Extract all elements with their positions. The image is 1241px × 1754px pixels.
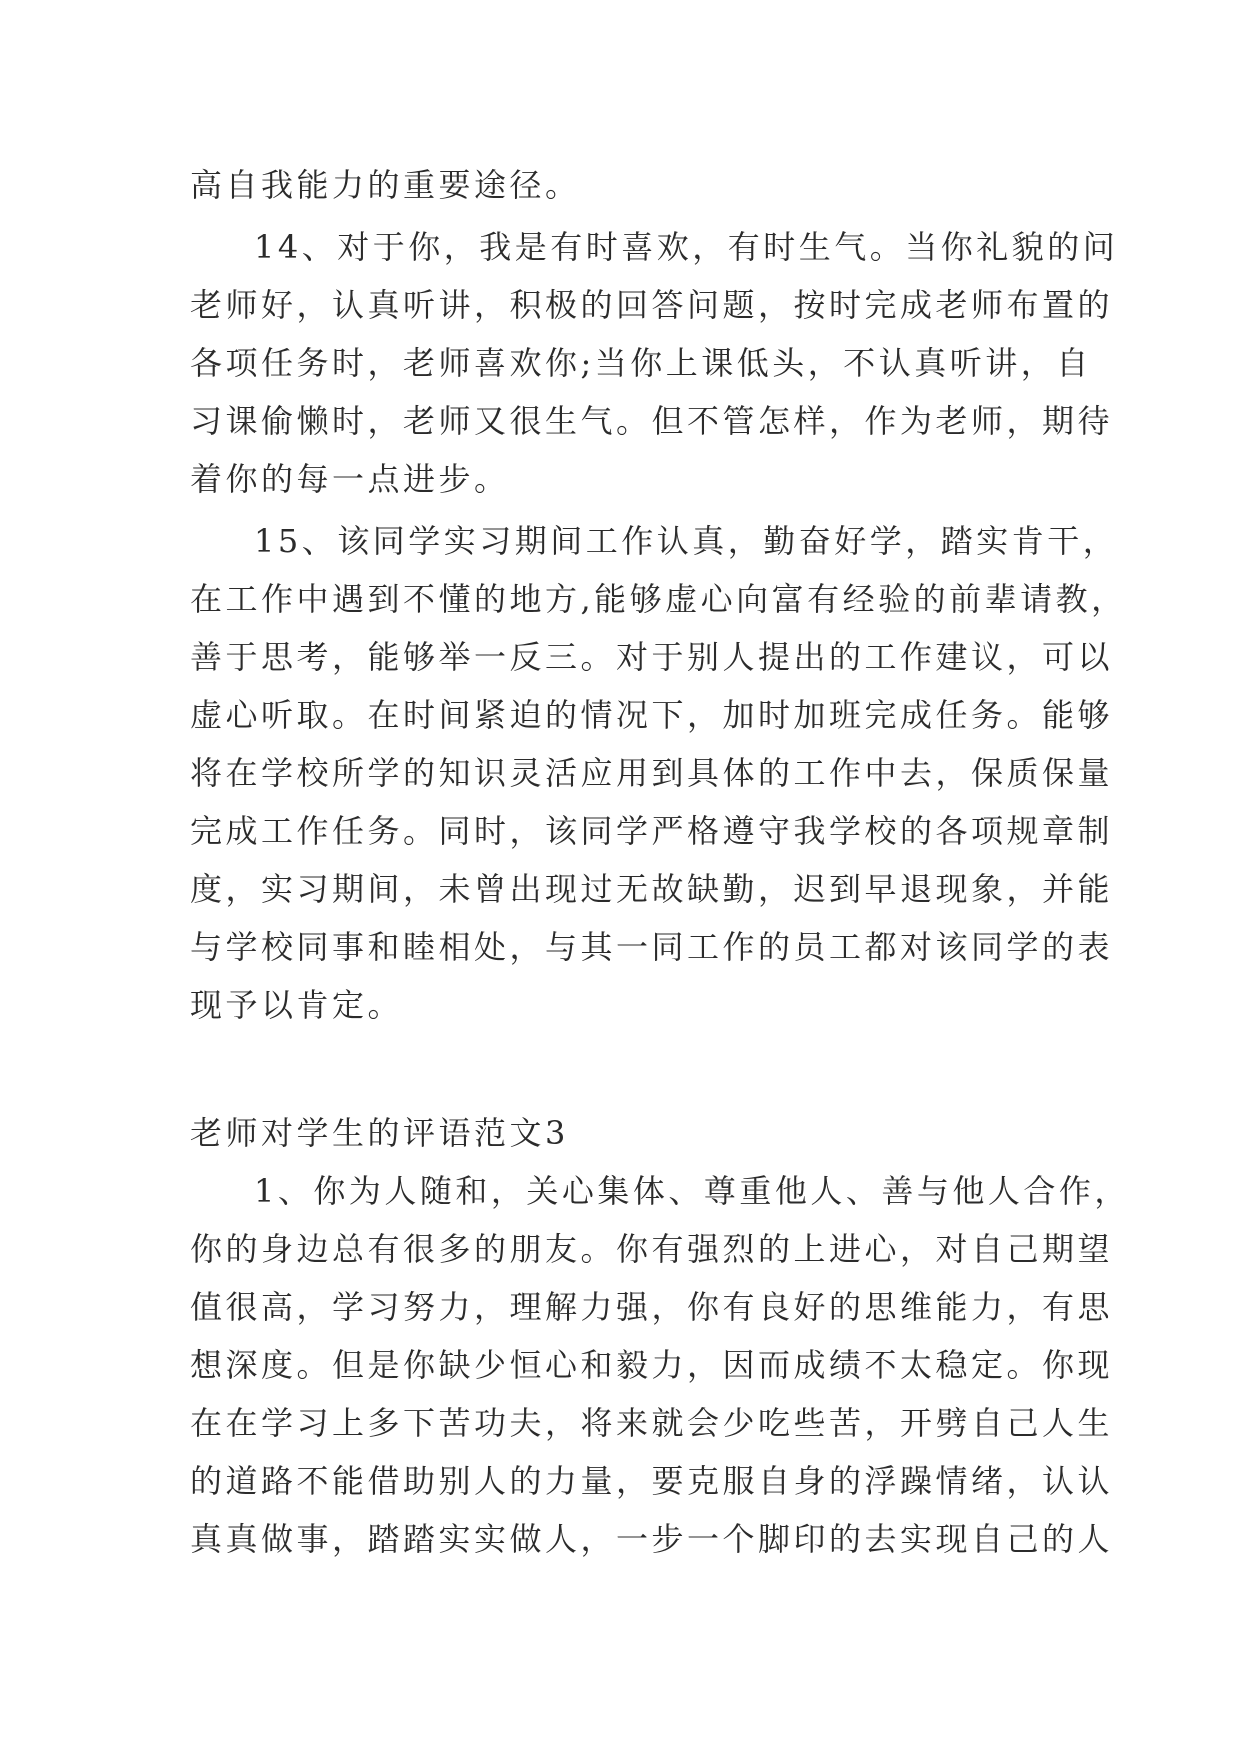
section-title: 老师对学生的评语范文3: [190, 1114, 569, 1152]
text-line: 习课偷懒时，老师又很生气。但不管怎样，作为老师，期待: [190, 402, 1114, 440]
section-gap: [190, 1034, 1052, 1104]
text-line: 15、该同学实习期间工作认真，勤奋好学，踏实肯干，: [254, 522, 1119, 560]
text-line: 在在学习上多下苦功夫，将来就会少吃些苦，开劈自己人生: [190, 1404, 1114, 1442]
text-line: 将在学校所学的知识灵活应用到具体的工作中去，保质保量: [190, 754, 1114, 792]
text-line: 度，实习期间，未曾出现过无故缺勤，迟到早退现象，并能: [190, 870, 1114, 908]
paragraph-item-15: [190, 512, 1127, 1034]
text-line: 高自我能力的重要途径。: [190, 166, 581, 204]
text-line: 的道路不能借助别人的力量，要克服自身的浮躁情绪，认认: [190, 1462, 1114, 1500]
paragraph-item-14: [190, 218, 1119, 508]
text-line: 你的身边总有很多的朋友。你有强烈的上进心，对自己期望: [190, 1230, 1114, 1268]
text-line: 值很高，学习努力，理解力强，你有良好的思维能力，有思: [190, 1288, 1114, 1326]
text-line: 在工作中遇到不懂的地方,能够虚心向富有经验的前辈请教，: [190, 580, 1127, 618]
document-body: [190, 156, 1130, 1568]
text-line: 想深度。但是你缺少恒心和毅力，因而成绩不太稳定。你现: [190, 1346, 1114, 1384]
text-line: 善于思考，能够举一反三。对于别人提出的工作建议，可以: [190, 638, 1114, 676]
text-line: 14、对于你，我是有时喜欢，有时生气。当你礼貌的问: [254, 228, 1119, 266]
text-line: 虚心听取。在时间紧迫的情况下，加时加班完成任务。能够: [190, 696, 1114, 734]
text-line: 着你的每一点进步。: [190, 460, 510, 498]
paragraph-item-1: [190, 1162, 1130, 1568]
text-line: 各项任务时，老师喜欢你;当你上课低头，不认真听讲，自: [190, 344, 1092, 382]
text-line: 老师好，认真听讲，积极的回答问题，按时完成老师布置的: [190, 286, 1114, 324]
paragraph-continuation: [190, 156, 1052, 214]
text-line: 完成工作任务。同时，该同学严格遵守我学校的各项规章制: [190, 812, 1114, 850]
text-line: 真真做事，踏踏实实做人，一步一个脚印的去实现自己的人: [190, 1520, 1114, 1558]
text-line: 1、你为人随和，关心集体、尊重他人、善与他人合作，: [254, 1172, 1130, 1210]
text-line: 现予以肯定。: [190, 986, 404, 1024]
text-line: 与学校同事和睦相处，与其一同工作的员工都对该同学的表: [190, 928, 1114, 966]
